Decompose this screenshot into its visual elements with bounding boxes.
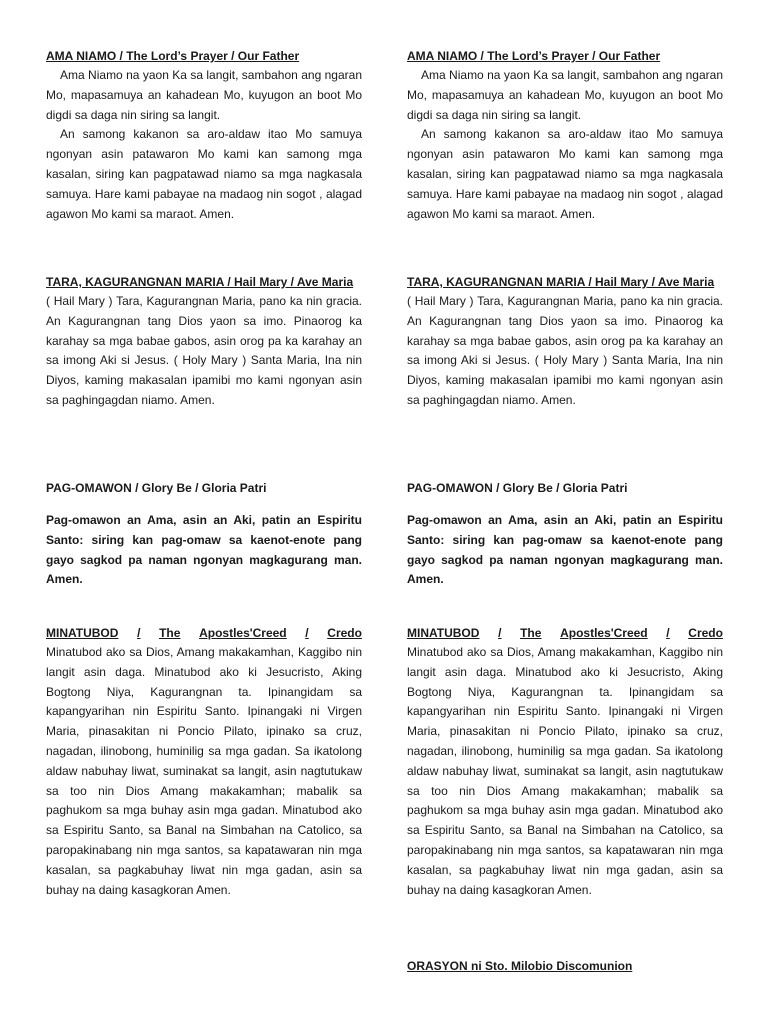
glory-be-title: PAG-OMAWON / Glory Be / Gloria Patri — [46, 481, 267, 495]
creed-title-word: MINATUBOD — [407, 626, 480, 640]
hail-mary-title: TARA, KAGURANGNAN MARIA / Hail Mary / Ave Maria — [407, 275, 715, 289]
lords-prayer-paragraph-2: An samong kakanon sa aro-aldaw itao Mo samuya ngonyan asin patawaron Mo kami kan samong mga kasalan, siring kan pagpatawad niamo sa mga nagkasala samuya. Hare kami pabayae na madaog nin sogot , alagad agawon Mo kami sa maraot. Amen. — [46, 127, 362, 221]
creed-title-word: / — [666, 626, 670, 640]
glory-be-text — [407, 511, 723, 590]
left-prayer-column — [46, 0, 362, 1024]
apostles-creed-section — [46, 623, 362, 900]
lords-prayer-paragraph-2: An samong kakanon sa aro-aldaw itao Mo samuya ngonyan asin patawaron Mo kami kan samong mga kasalan, siring kan pagpatawad niamo sa mga nagkasala samuya. Hare kami pabayae na madaog nin sogot , alagad agawon Mo kami sa maraot. Amen. — [407, 127, 723, 221]
glory-be-section — [407, 511, 723, 590]
glory-be-heading-block — [46, 478, 362, 498]
glory-be-paragraph: Pag-omawon an Ama, asin an Aki, patin an Espiritu Santo: siring kan pag-omaw sa kaenot-enote pang gayo sagkod pa naman ngonyan magkagurang man. Amen. — [46, 513, 362, 587]
hail-mary-section — [407, 272, 723, 411]
apostles-creed-title — [46, 623, 362, 643]
lords-prayer-paragraph-1: Ama Niamo na yaon Ka sa langit, sambahon ang ngaran Mo, mapasamuya an kahadean Mo, kuyugon an boot Mo digdi sa daga nin siring sa langit. — [46, 68, 362, 122]
right-prayer-column — [407, 0, 723, 1024]
lords-prayer-text — [46, 66, 362, 224]
apostles-creed-title — [407, 623, 723, 643]
glory-be-paragraph: Pag-omawon an Ama, asin an Aki, patin an Espiritu Santo: siring kan pag-omaw sa kaenot-enote pang gayo sagkod pa naman ngonyan magkagurang man. Amen. — [407, 513, 723, 587]
lords-prayer-section — [46, 46, 362, 224]
lords-prayer-title: AMA NIAMO / The Lord’s Prayer / Our Father — [46, 49, 300, 63]
creed-title-word: Credo — [327, 626, 362, 640]
creed-title-word: / — [498, 626, 502, 640]
creed-title-word: / — [305, 626, 309, 640]
hail-mary-title: TARA, KAGURANGNAN MARIA / Hail Mary / Ave Maria — [46, 275, 354, 289]
creed-title-word: MINATUBOD — [46, 626, 119, 640]
creed-title-word: The — [520, 626, 542, 640]
lords-prayer-text — [407, 66, 723, 224]
creed-title-word: The — [159, 626, 181, 640]
lords-prayer-title: AMA NIAMO / The Lord’s Prayer / Our Father — [407, 49, 661, 63]
lords-prayer-section — [407, 46, 723, 224]
hail-mary-text — [46, 292, 362, 411]
apostles-creed-text — [46, 643, 362, 900]
hail-mary-section — [46, 272, 362, 411]
apostles-creed-paragraph: Minatubod ako sa Dios, Amang makakamhan, Kaggibo nin langit asin daga. Minatubod ako ki Jesucristo, Aking Bogtong Niya, Kagurangnan ta. Ipinangidam sa kapangyarihan nin Espiritu Santo. Ipinangaki ni Virgen Maria, pinasakitan ni Poncio Pilato, ipinako sa cruz, nagadan, ilinobong, huminilig sa mga gadan. Sa ikatolong aldaw nabuhay liwat, suminakat sa langit, asin nagtutukaw sa too nin Dios Amang makakamhan; mabalik sa paghukom sa mga buhay asin mga gadan. Minatubod ako sa Espiritu Santo, sa Banal na Simbahan na Catolico, sa paropakinabang nin mga santos, sa kapatawaran nin mga kasalan, sa pagkabuhay liwat nin mga gadan, asin sa buhay na daing kasagkoran Amen. — [407, 645, 723, 897]
hail-mary-paragraph: ( Hail Mary ) Tara, Kagurangnan Maria, pano ka nin gracia. An Kagurangnan tang Dios yaon sa imo. Pinaorog ka karahay sa mga babae gabos, asin orog pa ka karahay an sa imong Aki si Jesus. ( Holy Mary ) Santa Maria, Ina nin Diyos, kaming makasalan ipamibi mo kami ngonyan asin sa paghingagdan niamo. Amen. — [46, 294, 362, 407]
creed-title-word: Apostles'Creed — [199, 626, 287, 640]
glory-be-section — [46, 511, 362, 590]
lords-prayer-paragraph-1: Ama Niamo na yaon Ka sa langit, sambahon ang ngaran Mo, mapasamuya an kahadean Mo, kuyugon an boot Mo digdi sa daga nin siring sa langit. — [407, 68, 723, 122]
apostles-creed-text — [407, 643, 723, 900]
orasyon-section — [407, 956, 723, 976]
glory-be-heading-block — [407, 478, 723, 498]
glory-be-text — [46, 511, 362, 590]
hail-mary-paragraph: ( Hail Mary ) Tara, Kagurangnan Maria, pano ka nin gracia. An Kagurangnan tang Dios yaon sa imo. Pinaorog ka karahay sa mga babae gabos, asin orog pa ka karahay an sa imong Aki si Jesus. ( Holy Mary ) Santa Maria, Ina nin Diyos, kaming makasalan ipamibi mo kami ngonyan asin sa paghingagdan niamo. Amen. — [407, 294, 723, 407]
hail-mary-text — [407, 292, 723, 411]
apostles-creed-section — [407, 623, 723, 900]
apostles-creed-paragraph: Minatubod ako sa Dios, Amang makakamhan, Kaggibo nin langit asin daga. Minatubod ako ki Jesucristo, Aking Bogtong Niya, Kagurangnan ta. Ipinangidam sa kapangyarihan nin Espiritu Santo. Ipinangaki ni Virgen Maria, pinasakitan ni Poncio Pilato, ipinako sa cruz, nagadan, ilinobong, huminilig sa mga gadan. Sa ikatolong aldaw nabuhay liwat, suminakat sa langit, asin nagtutukaw sa too nin Dios Amang makakamhan; mabalik sa paghukom sa mga buhay asin mga gadan. Minatubod ako sa Espiritu Santo, sa Banal na Simbahan na Catolico, sa paropakinabang nin mga santos, sa kapatawaran nin mga kasalan, sa pagkabuhay liwat nin mga gadan, asin sa buhay na daing kasagkoran Amen. — [46, 645, 362, 897]
orasyon-title: ORASYON ni Sto. Milobio Discomunion — [407, 959, 633, 973]
creed-title-word: / — [137, 626, 141, 640]
creed-title-word: Apostles'Creed — [560, 626, 648, 640]
creed-title-word: Credo — [688, 626, 723, 640]
glory-be-title: PAG-OMAWON / Glory Be / Gloria Patri — [407, 481, 628, 495]
